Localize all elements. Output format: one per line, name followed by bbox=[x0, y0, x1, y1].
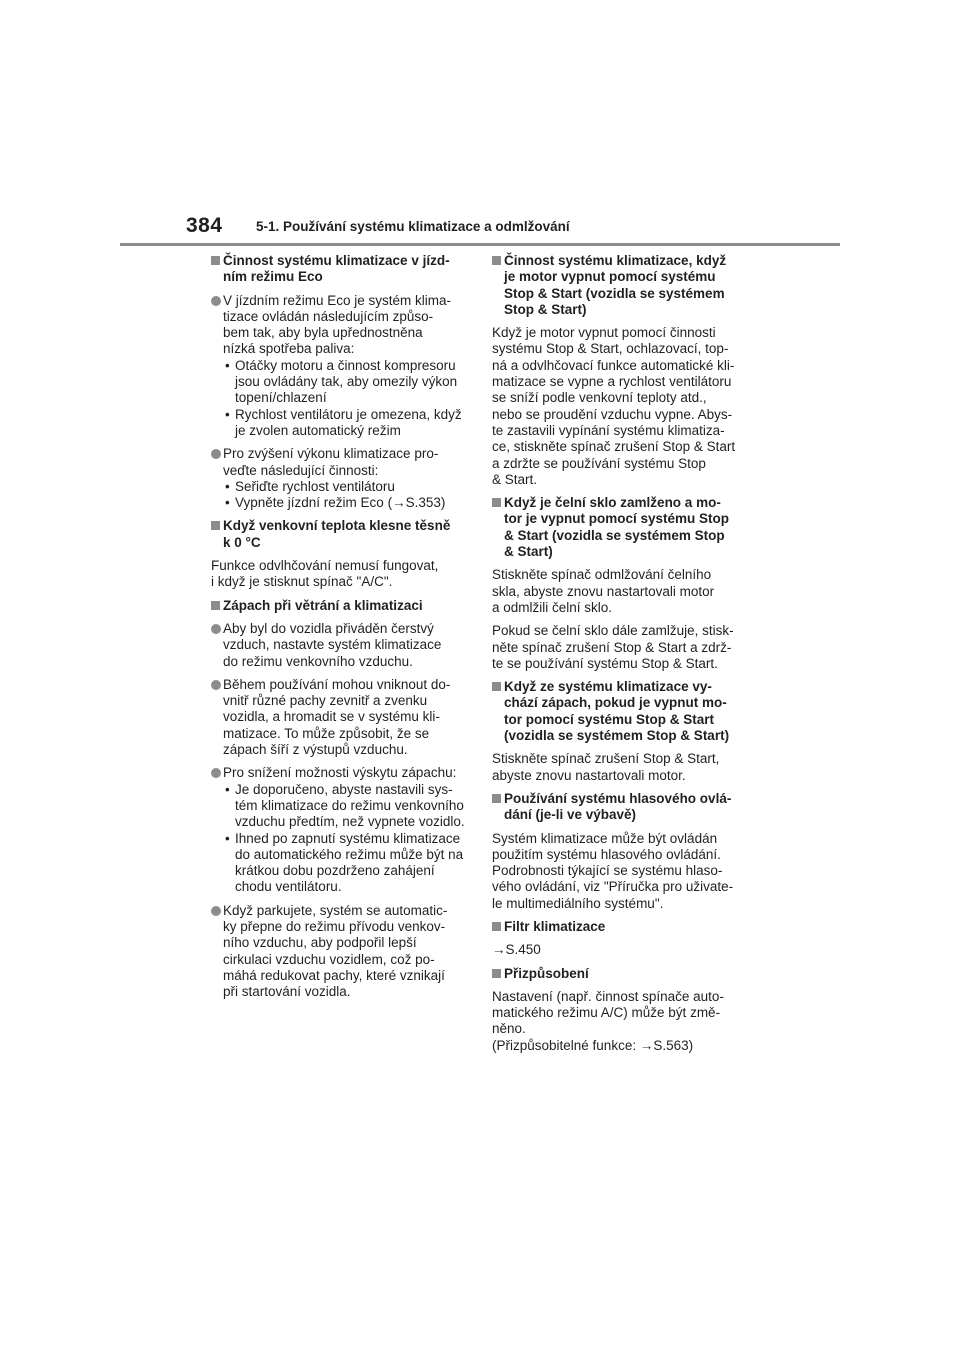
square-bullet-icon bbox=[211, 521, 220, 530]
customization-text: Nastavení (např. činnost spínače auto- matického režimu A/C) může být změ- něno. (Přizpůsobitelné funkce: →S.563) bbox=[492, 988, 724, 1053]
sub-item: • Vypněte jízdní režim Eco (→S.353) bbox=[225, 495, 446, 511]
filter-reference: →S.450 bbox=[492, 942, 541, 958]
heading-customization: Přizpůsobení bbox=[492, 966, 750, 982]
square-bullet-icon bbox=[211, 601, 220, 610]
heading-fogged-windshield: Když je čelní sklo zamlženo a mo- tor je vypnut pomocí systému Stop & Start (vozidla se systémem Stop & Start) bbox=[492, 495, 750, 560]
smell-text: Stiskněte spínač zrušení Stop & Start, abyste znovu nastartovali motor. bbox=[492, 751, 720, 783]
sub-item: • Seřiďte rychlost ventilátoru bbox=[225, 478, 395, 494]
page-number: 384 bbox=[186, 214, 223, 237]
odor-bullet-4: Když parkujete, systém se automatic- ky přepne do režimu přívodu venkov- ního vzduchu, aby podpořil lepší cirkulaci vzduchu vozidlem, což po- máhá redukovat pachy, které vznikají při startování vozidla. bbox=[211, 903, 469, 1001]
heading-eco: Činnost systému klimatizace v jízd- ním režimu Eco bbox=[211, 253, 469, 286]
fog-text-1: Stiskněte spínač odmlžování čelního skla, abyste znovu nastartovali motor a odmlžili čelní sklo. bbox=[492, 567, 715, 615]
heading-odor: Zápach při větrání a klimatizaci bbox=[211, 598, 469, 614]
odor-bullet-2: Během používání mohou vniknout do- vnitř různé pachy zevnitř a zvenku vozidla, a hromadit se v systému kli- matizace. To může způsobit, že se zápach šíří z výstupů vzduchu. bbox=[211, 677, 469, 758]
eco-bullet-2: Pro zvýšení výkonu klimatizace pro- veďte následující činnosti: • Seřiďte rychlost ventilátoru • Vypněte jízdní režim Eco (→S.353) bbox=[211, 446, 469, 511]
sub-item: • Otáčky motoru a činnost kompresoru bbox=[225, 357, 456, 373]
square-bullet-icon bbox=[492, 969, 501, 978]
circle-bullet-icon bbox=[211, 680, 221, 690]
left-column bbox=[211, 253, 469, 1007]
right-column bbox=[492, 253, 750, 1061]
sub-item: • Je doporučeno, abyste nastavili sys- bbox=[225, 781, 453, 797]
section-title: 5-1. Používání systému klimatizace a odmlžování bbox=[256, 219, 570, 234]
heading-stop-start: Činnost systému klimatizace, když je motor vypnut pomocí systému Stop & Start (vozidla se systémem Stop & Start) bbox=[492, 253, 750, 318]
circle-bullet-icon bbox=[211, 768, 221, 778]
circle-bullet-icon bbox=[211, 624, 221, 634]
odor-bullet-3: Pro snížení možnosti výskytu zápachu: • Je doporučeno, abyste nastavili sys- tém klimatizace do režimu venkovního vzduchu předtím, než vypnete vozidlo. • Ihned po zapnutí systému klimatizace do automatického režimu může být na krátkou dobu pozdrženo zahájení chodu ventilátoru. bbox=[211, 765, 469, 895]
voice-text: Systém klimatizace může být ovládán použitím systému hlasového ovládání. Podrobnosti týkající se systému hlaso- vého ovládání, viz "Příručka pro uživate- le multimediálního systému". bbox=[492, 830, 734, 911]
square-bullet-icon bbox=[492, 794, 501, 803]
stop-start-text: Když je motor vypnut pomocí činnosti systému Stop & Start, ochlazovací, top- ná a odvlhčovací funkce automatické kli- matizace se vypne a rychlost ventilátoru se sníží podle venkovní teploty atd., nebo se proudění vzduchu vypne. Abys- te zastavili vypínání systému klimatiza- ce, stiskněte spínač zrušení Stop & Start a zdržte se používání systému Stop & Start. bbox=[492, 325, 736, 487]
square-bullet-icon bbox=[492, 922, 501, 931]
square-bullet-icon bbox=[211, 256, 220, 265]
heading-filter: Filtr klimatizace bbox=[492, 919, 750, 935]
header-rule bbox=[120, 243, 840, 246]
circle-bullet-icon bbox=[211, 296, 221, 306]
heading-smell: Když ze systému klimatizace vy- chází zápach, pokud je vypnut mo- tor pomocí systému Stop & Start (vozidla se systémem Stop & Start) bbox=[492, 679, 750, 744]
circle-bullet-icon bbox=[211, 906, 221, 916]
square-bullet-icon bbox=[492, 682, 501, 691]
eco-bullet-1: V jízdním režimu Eco je systém klima- tizace ovládán následujícím způso- bem tak, aby byla upřednostněna nízká spotřeba paliva: • Otáčky motoru a činnost kompresoru jsou ovládány tak, aby omezily výkon topení/chlazení • Rychlost ventilátoru je omezena, když je zvolen automatický režim bbox=[211, 293, 469, 440]
square-bullet-icon bbox=[492, 256, 501, 265]
heading-zero-temp: Když venkovní teplota klesne těsně k 0 °C bbox=[211, 518, 469, 551]
square-bullet-icon bbox=[492, 498, 501, 507]
heading-voice-control: Používání systému hlasového ovlá- dání (je-li ve výbavě) bbox=[492, 791, 750, 824]
odor-bullet-1: Aby byl do vozidla přiváděn čerstvý vzduch, nastavte systém klimatizace do režimu venkovního vzduchu. bbox=[211, 621, 469, 670]
sub-item: • Ihned po zapnutí systému klimatizace bbox=[225, 830, 461, 846]
fog-text-2: Pokud se čelní sklo dále zamlžuje, stisk- něte spínač zrušení Stop & Start a zdrž- te se používání systému Stop & Start. bbox=[492, 623, 734, 671]
zero-temp-text: Funkce odvlhčování nemusí fungovat, i když je stisknut spínač "A/C". bbox=[211, 558, 439, 590]
circle-bullet-icon bbox=[211, 449, 221, 459]
sub-item: • Rychlost ventilátoru je omezena, když bbox=[225, 406, 462, 422]
